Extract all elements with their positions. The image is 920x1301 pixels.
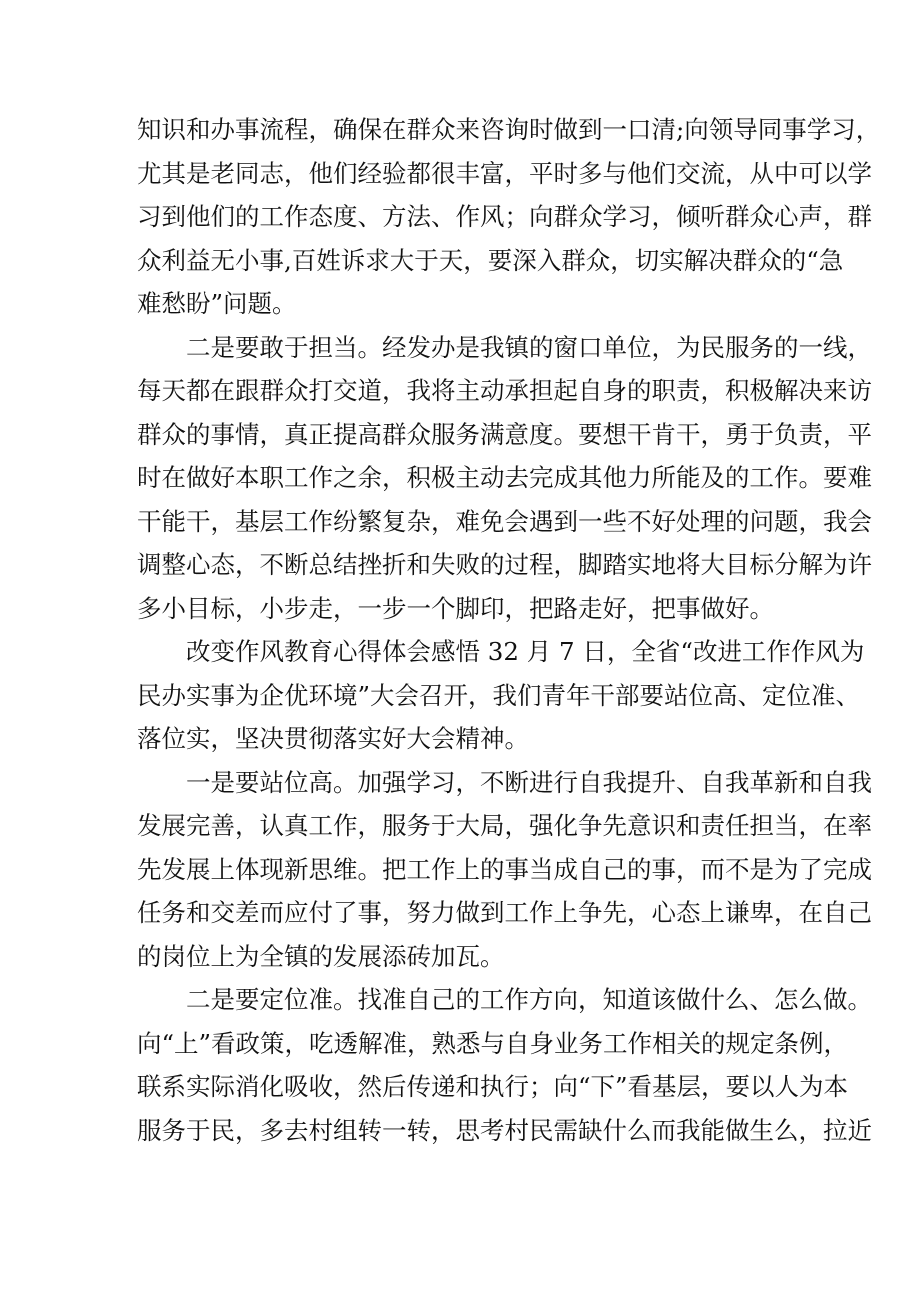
paragraph-1 (137, 108, 881, 326)
text-line: 联系实际消化吸收，然后传递和执行；向“下”看基层，要以人为本 (137, 1072, 849, 1101)
text-line: 习到他们的工作态度、方法、作风；向群众学习，倾听群众心声，群 (137, 202, 872, 231)
text-line: 调整心态，不断总结挫折和失败的过程，脚踏实地将大目标分解为许 (137, 550, 872, 579)
text-line: 先发展上体现新思维。把工作上的事当成自己的事，而不是为了完成 (137, 854, 872, 884)
text-line: 干能干，基层工作纷繁复杂，难免会遇到一些不好处理的问题，我会 (137, 506, 872, 536)
paragraph-3 (137, 630, 865, 761)
text-line: 一是要站位高。加强学习，不断进行自我提升、自我革新和自我 (186, 767, 872, 797)
text-line: 改变作风教育心得体会感悟 32 月 7 日，全省“改进工作作风为 (186, 637, 865, 666)
paragraph-4 (137, 761, 872, 979)
text-line: 的岗位上为全镇的发展添砖加瓦。 (137, 941, 505, 971)
text-line: 二是要敢于担当。经发办是我镇的窗口单位，为民服务的一线， (186, 332, 872, 362)
text-line: 时在做好本职工作之余，积极主动去完成其他力所能及的工作。要难 (137, 463, 872, 492)
document-body (137, 108, 881, 1152)
text-line: 向“上”看政策，吃透解准，熟悉与自身业务工作相关的规定条例， (137, 1028, 849, 1058)
text-line: 尤其是老同志，他们经验都很丰富，平时多与他们交流，从中可以学 (137, 158, 872, 188)
text-line: 服务于民，多去村组转一转，思考村民需缺什么而我能做生么，拉近 (137, 1115, 872, 1145)
text-line: 多小目标，小步走，一步一个脚印，把路走好，把事做好。 (137, 593, 774, 623)
text-line: 民办实事为企优环境”大会召开，我们青年干部要站位高、定位准、 (137, 680, 861, 710)
text-line: 群众的事情，真正提高群众服务满意度。要想干肯干，勇于负责，平 (137, 419, 872, 449)
text-line: 落位实，坚决贯彻落实好大会精神。 (137, 724, 529, 753)
paragraph-2 (137, 326, 872, 631)
text-line: 每天都在跟群众打交道，我将主动承担起自身的职责，积极解决来访 (137, 376, 872, 405)
text-line: 众利益无小事,百姓诉求大于天，要深入群众，切实解决群众的“急 (137, 245, 844, 275)
text-line: 发展完善，认真工作，服务于大局，强化争先意识和责任担当，在率 (137, 811, 872, 840)
paragraph-5 (137, 978, 872, 1152)
text-line: 二是要定位准。找准自己的工作方向，知道该做什么、怎么做。 (186, 985, 872, 1014)
text-line: 任务和交差而应付了事，努力做到工作上争先，心态上谦卑，在自己 (137, 898, 872, 927)
text-line: 难愁盼”问题。 (137, 289, 297, 318)
text-line: 知识和办事流程，确保在群众来咨询时做到一口清;向领导同事学习， (137, 115, 881, 144)
